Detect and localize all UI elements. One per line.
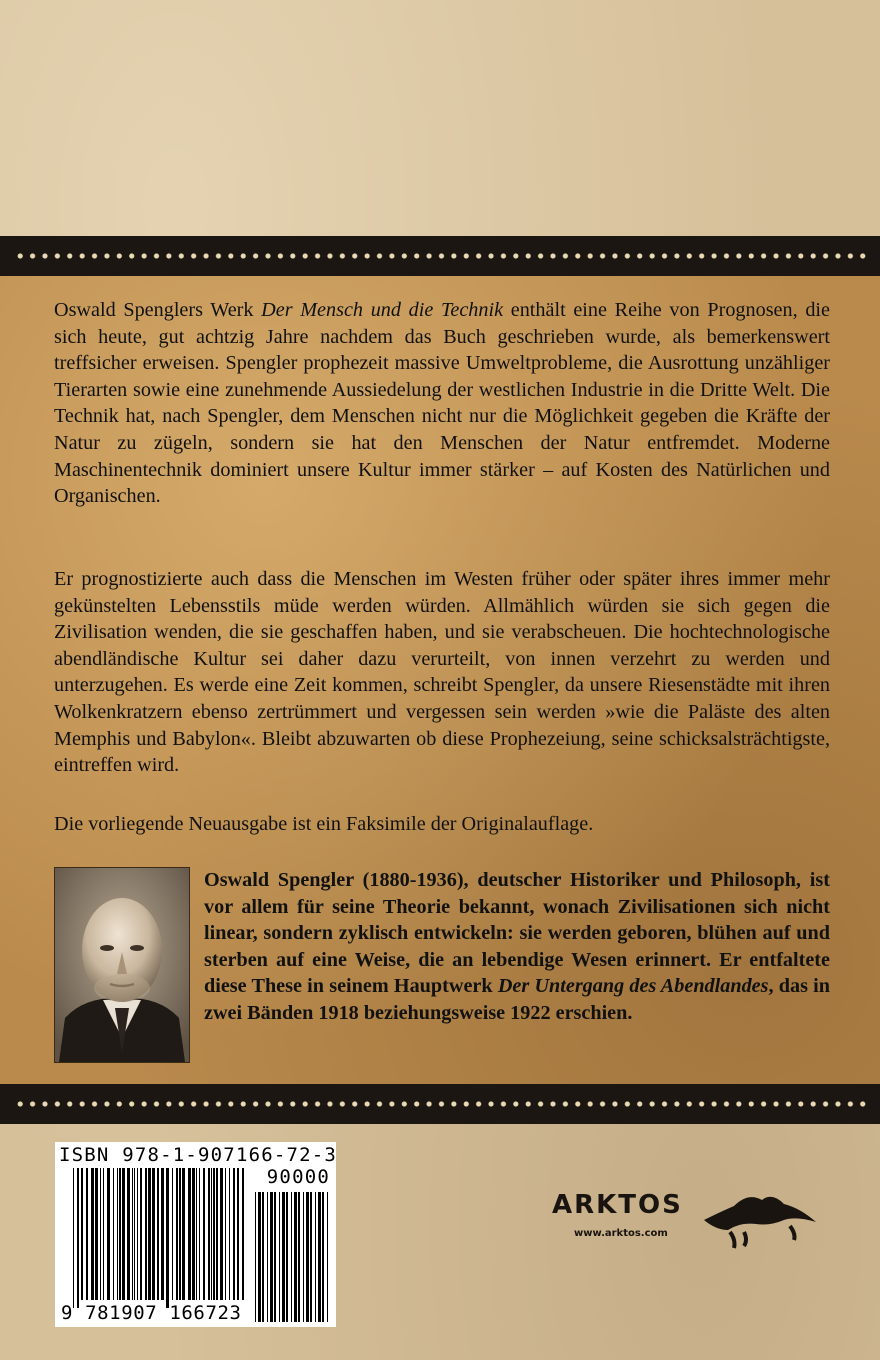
barcode-bar [103,1168,104,1300]
barcode-bar [113,1168,114,1300]
ean-digits: 9 781907 166723 [61,1302,242,1324]
barcode-bar [213,1168,215,1300]
publisher-url: www.arktos.com [574,1228,668,1239]
addon-bar [318,1192,321,1322]
barcode-bar [95,1168,98,1300]
barcode-bar [237,1168,239,1300]
barcode-bar [242,1168,244,1300]
barcode-bar [199,1168,200,1300]
barcode-bar [211,1168,212,1300]
barcode-bar [119,1168,121,1300]
bio-work-title: Der Untergang des Abendlandes [497,975,769,998]
barcode-bar [122,1168,125,1300]
barcode-bar [182,1168,185,1300]
barcode-bar [216,1168,218,1300]
barcode-bar [192,1168,195,1300]
barcode-bar [145,1168,147,1300]
paragraph-1-intro: Oswald Spenglers Werk [54,299,262,321]
book-title-italic: Der Mensch und die Technik [261,299,504,321]
bottom-decorative-band [0,1084,880,1124]
barcode-bar [188,1168,191,1300]
addon-bar [282,1192,285,1322]
dot-border [14,252,866,260]
barcode-bar [157,1168,159,1300]
addon-bar [279,1192,280,1322]
barcode-bar [100,1168,101,1300]
barcode-bar [140,1168,142,1300]
barcode-bar [81,1168,83,1300]
barcode-bar [225,1168,226,1300]
top-decorative-band [0,236,880,276]
addon-bar [298,1192,300,1322]
mountain-icon [700,1186,820,1256]
isbn-label: ISBN 978-1-907166-72-3 [59,1144,338,1166]
barcode-bar [148,1168,151,1300]
addon-bar [270,1192,273,1322]
barcode-bar [233,1168,235,1300]
barcode-bar [229,1168,230,1300]
barcode-bar [172,1168,173,1300]
barcode-bar [220,1168,223,1300]
barcode-bar [132,1168,133,1300]
barcode-bar [196,1168,197,1300]
addon-bar [306,1192,309,1322]
barcode-bar [152,1168,155,1300]
author-portrait [54,867,190,1063]
addon-bar [303,1192,304,1322]
addon-bar [310,1192,312,1322]
addon-bar [258,1192,261,1322]
addon-bar [291,1192,292,1322]
barcode-bar [134,1168,135,1300]
addon-bar [255,1192,256,1322]
portrait-image [55,868,189,1062]
barcode-bar [91,1168,94,1300]
addon-bar [294,1192,297,1322]
barcode-bar [77,1168,79,1308]
paragraph-1-body: enthält eine Reihe von Prognosen, die sich heute, gut achtzig Jahre nachdem das Buch geschrieben wurde, als bemerkenswert treffsicher erweisen. Spengler prophezeit massive Umweltprobleme, die Ausrottung unzähliger Tierarten sowie eine zunehmende Aussiedelung der westlichen Industrie in die Dritte Welt. Die Technik hat, nach Spengler, dem Menschen nicht nur die Möglichkeit gegeben die Kräfte der Natur zu zügeln, sondern sie hat den Menschen der Natur entfremdet. Moderne Maschinentechnik dominiert unsere Kultur immer stärker – auf Kosten des Natürlichen und Organischen. [54,299,830,508]
barcode-bar [117,1168,118,1300]
description-paragraph-3: Die vorliegende Neuausgabe ist ein Faksimile der Originalauflage. [54,813,594,835]
addon-bar [322,1192,324,1322]
addon-bar [262,1192,264,1322]
addon-bar [286,1192,288,1322]
barcode-bar [127,1168,130,1300]
barcode-bar [203,1168,205,1300]
addon-bar [327,1192,328,1322]
barcode-bar [208,1168,210,1300]
barcode-bar [166,1168,169,1308]
barcode-bars [55,1142,336,1327]
addon-bar [274,1192,276,1322]
isbn-barcode [55,1142,336,1327]
barcode-bar [179,1168,181,1300]
bio-text-end: , das in zwei Bänden 1918 beziehungsweise 1922 erschien. [204,975,830,1024]
author-biography [204,867,830,1027]
barcode-bar [137,1168,138,1300]
barcode-bar [161,1168,164,1300]
publisher-logo [552,1178,822,1268]
barcode-bar [176,1168,178,1300]
barcode-bar [86,1168,88,1300]
publisher-name: ARKTOS [552,1190,683,1220]
description-paragraph-1 [54,297,830,510]
barcode-bar [73,1168,74,1308]
barcode-bar [107,1168,110,1300]
addon-bar [315,1192,316,1322]
price-code: 90000 [266,1166,330,1188]
bio-text: Oswald Spengler (1880-1936), deutscher Historiker und Philosoph, ist vor allem für seine Theorie bekannt, wonach Zivilisationen sich nicht linear, sondern zyklisch entwickeln: sie werden geboren, blühen auf und sterben auf eine Weise, die an lebendige Wesen erinnert. Er entfaltete diese These in seinem Hauptwerk [204,869,830,998]
dot-border [14,1100,866,1108]
addon-bar [267,1192,268,1322]
description-paragraph-2: Er prognostizierte auch dass die Menschen im Westen früher oder später ihres immer mehr gekünstelten Lebensstils müde werden würden. Allmählich würden sie sich gegen die Zivilisation wenden, die sie geschaffen haben, und sie verabscheuen. Die hochtechnologische abendländische Kultur sei daher dazu verurteilt, von innen verzehrt zu werden und unterzugehen. Es werde eine Zeit kommen, schreibt Spengler, da unsere Riesenstädte mit ihren Wolkenkratzern ebenso zertrümmert und vergessen sein werden »wie die Paläste des alten Memphis und Babylon«. Bleibt abzuwarten ob diese Prophezeiung, seine schicksalsträchtigste, eintreffen wird. [54,568,830,777]
